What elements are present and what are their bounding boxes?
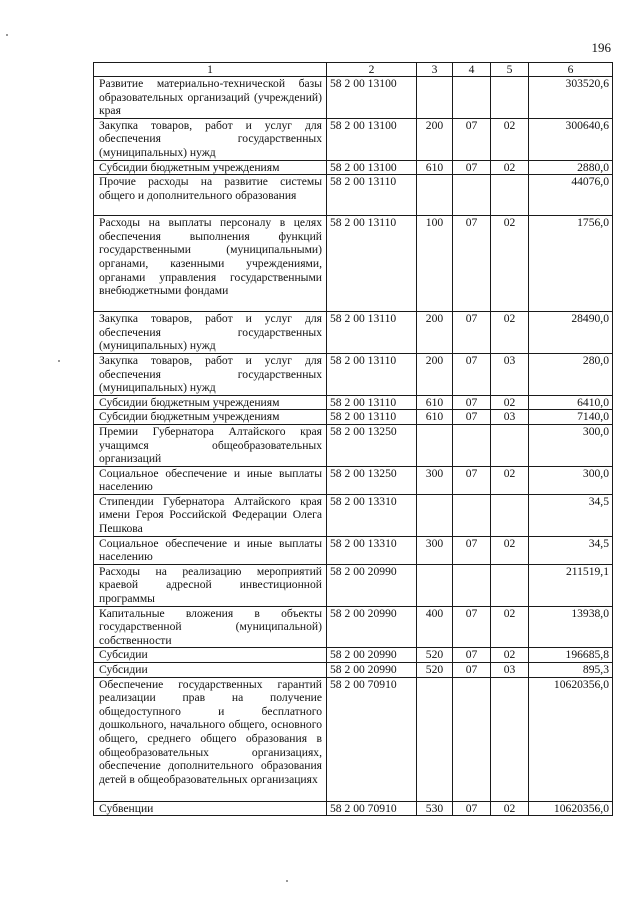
- cell-code: 58 2 00 13100: [327, 160, 417, 175]
- cell-name: Стипендии Губернатора Алтайского края имени Героя Российской Федерации Олега Пешкова: [94, 494, 327, 536]
- cell-amount: 6410,0: [529, 395, 613, 410]
- cell-name: Субсидии: [94, 648, 327, 663]
- cell-amount: 34,5: [529, 536, 613, 564]
- cell-name: Расходы на реализацию мероприятий краевой адресной инвестиционной программы: [94, 564, 327, 606]
- page-number: 196: [591, 40, 611, 55]
- cell-expense-type: 100: [417, 216, 453, 312]
- cell-code: 58 2 00 13100: [327, 118, 417, 160]
- cell-subsection: [491, 677, 529, 801]
- cell-amount: 300,0: [529, 466, 613, 494]
- scan-speck: [6, 34, 8, 36]
- cell-name: Развитие материально-технической базы образовательных организаций (учреждений) края: [94, 77, 327, 119]
- cell-amount: 10620356,0: [529, 677, 613, 801]
- cell-subsection: 02: [491, 466, 529, 494]
- cell-name: Закупка товаров, работ и услуг для обеспечения государственных (муниципальных) нужд: [94, 353, 327, 395]
- cell-code: 58 2 00 13110: [327, 395, 417, 410]
- cell-code: 58 2 00 13310: [327, 494, 417, 536]
- scan-speck: [58, 360, 60, 362]
- header-col-5: 5: [491, 63, 529, 77]
- table-header-row: [94, 63, 613, 77]
- scan-speck: [286, 880, 288, 882]
- table-row: [94, 648, 613, 663]
- cell-expense-type: [417, 77, 453, 119]
- cell-code: 58 2 00 20990: [327, 663, 417, 678]
- cell-code: 58 2 00 13310: [327, 536, 417, 564]
- cell-section: [453, 677, 491, 801]
- cell-subsection: [491, 424, 529, 466]
- cell-expense-type: [417, 494, 453, 536]
- cell-subsection: 03: [491, 353, 529, 395]
- cell-expense-type: 610: [417, 160, 453, 175]
- cell-expense-type: [417, 677, 453, 801]
- cell-amount: 211519,1: [529, 564, 613, 606]
- cell-section: [453, 424, 491, 466]
- table-row: [94, 663, 613, 678]
- cell-expense-type: [417, 564, 453, 606]
- cell-expense-type: 610: [417, 410, 453, 425]
- cell-expense-type: 400: [417, 606, 453, 648]
- table-row: [94, 216, 613, 312]
- cell-name: Закупка товаров, работ и услуг для обеспечения государственных (муниципальных) нужд: [94, 118, 327, 160]
- header-col-3: 3: [417, 63, 453, 77]
- cell-subsection: 02: [491, 801, 529, 816]
- cell-subsection: [491, 494, 529, 536]
- cell-amount: 2880,0: [529, 160, 613, 175]
- cell-name: Закупка товаров, работ и услуг для обеспечения государственных (муниципальных) нужд: [94, 312, 327, 354]
- table-row: [94, 466, 613, 494]
- cell-name: Расходы на выплаты персоналу в целях обеспечения выполнения функций государственными (муниципальными) органами, казенными учреждениями, органами управления государственными внебюджетными фондами: [94, 216, 327, 312]
- table-row: [94, 424, 613, 466]
- table-row: [94, 536, 613, 564]
- cell-code: 58 2 00 13250: [327, 424, 417, 466]
- cell-amount: 13938,0: [529, 606, 613, 648]
- budget-table: [93, 62, 613, 816]
- cell-name: Капитальные вложения в объекты государственной (муниципальной) собственности: [94, 606, 327, 648]
- cell-expense-type: 300: [417, 466, 453, 494]
- cell-expense-type: 200: [417, 118, 453, 160]
- cell-subsection: [491, 77, 529, 119]
- cell-amount: 1756,0: [529, 216, 613, 312]
- cell-section: 07: [453, 160, 491, 175]
- header-col-1: 1: [94, 63, 327, 77]
- table-row: [94, 353, 613, 395]
- table-body: [94, 77, 613, 816]
- cell-name: Субсидии бюджетным учреждениям: [94, 410, 327, 425]
- cell-subsection: 02: [491, 312, 529, 354]
- cell-name: Премии Губернатора Алтайского края учащимся общеобразовательных организаций: [94, 424, 327, 466]
- cell-subsection: 03: [491, 663, 529, 678]
- cell-section: 07: [453, 312, 491, 354]
- table-row: [94, 564, 613, 606]
- table-row: [94, 312, 613, 354]
- table-row: [94, 160, 613, 175]
- cell-amount: 28490,0: [529, 312, 613, 354]
- header-col-2: 2: [327, 63, 417, 77]
- cell-amount: 303520,6: [529, 77, 613, 119]
- cell-amount: 196685,8: [529, 648, 613, 663]
- cell-name: Субсидии бюджетным учреждениям: [94, 160, 327, 175]
- cell-expense-type: 530: [417, 801, 453, 816]
- table-row: [94, 118, 613, 160]
- table-row: [94, 395, 613, 410]
- table-row: [94, 77, 613, 119]
- cell-section: 07: [453, 536, 491, 564]
- cell-code: 58 2 00 13110: [327, 175, 417, 216]
- cell-expense-type: 300: [417, 536, 453, 564]
- cell-section: 07: [453, 118, 491, 160]
- cell-code: 58 2 00 20990: [327, 648, 417, 663]
- cell-expense-type: 520: [417, 663, 453, 678]
- cell-amount: 895,3: [529, 663, 613, 678]
- cell-name: Субвенции: [94, 801, 327, 816]
- cell-code: 58 2 00 13250: [327, 466, 417, 494]
- cell-name: Социальное обеспечение и иные выплаты населению: [94, 466, 327, 494]
- cell-amount: 7140,0: [529, 410, 613, 425]
- cell-amount: 10620356,0: [529, 801, 613, 816]
- cell-code: 58 2 00 70910: [327, 677, 417, 801]
- cell-amount: 300640,6: [529, 118, 613, 160]
- cell-amount: 34,5: [529, 494, 613, 536]
- cell-expense-type: 610: [417, 395, 453, 410]
- table-row: [94, 677, 613, 801]
- cell-name: Субсидии: [94, 663, 327, 678]
- cell-section: [453, 77, 491, 119]
- cell-code: 58 2 00 13110: [327, 353, 417, 395]
- table-row: [94, 410, 613, 425]
- cell-section: 07: [453, 410, 491, 425]
- cell-name: Обеспечение государственных гарантий реализации прав на получение общедоступного и бесплатного дошкольного, начального общего, основного общего, среднего общего образования в общеобразовательных организациях, обеспечение дополнительного образования детей в общеобразовательных организациях: [94, 677, 327, 801]
- cell-code: 58 2 00 13110: [327, 410, 417, 425]
- cell-code: 58 2 00 13110: [327, 216, 417, 312]
- table-row: [94, 801, 613, 816]
- cell-subsection: [491, 175, 529, 216]
- cell-code: 58 2 00 70910: [327, 801, 417, 816]
- cell-code: 58 2 00 13100: [327, 77, 417, 119]
- cell-section: 07: [453, 395, 491, 410]
- cell-subsection: 03: [491, 410, 529, 425]
- table-row: [94, 494, 613, 536]
- cell-expense-type: [417, 175, 453, 216]
- cell-name: Социальное обеспечение и иные выплаты населению: [94, 536, 327, 564]
- cell-section: [453, 175, 491, 216]
- cell-code: 58 2 00 13110: [327, 312, 417, 354]
- cell-amount: 44076,0: [529, 175, 613, 216]
- cell-section: 07: [453, 466, 491, 494]
- cell-section: 07: [453, 648, 491, 663]
- table-row: [94, 606, 613, 648]
- header-col-4: 4: [453, 63, 491, 77]
- cell-amount: 300,0: [529, 424, 613, 466]
- cell-subsection: 02: [491, 118, 529, 160]
- cell-section: 07: [453, 353, 491, 395]
- cell-subsection: 02: [491, 216, 529, 312]
- cell-section: [453, 564, 491, 606]
- cell-subsection: 02: [491, 395, 529, 410]
- cell-section: [453, 494, 491, 536]
- cell-expense-type: 200: [417, 312, 453, 354]
- cell-subsection: 02: [491, 160, 529, 175]
- cell-section: 07: [453, 606, 491, 648]
- cell-expense-type: [417, 424, 453, 466]
- cell-section: 07: [453, 663, 491, 678]
- cell-expense-type: 520: [417, 648, 453, 663]
- cell-subsection: 02: [491, 648, 529, 663]
- cell-amount: 280,0: [529, 353, 613, 395]
- cell-subsection: [491, 564, 529, 606]
- cell-code: 58 2 00 20990: [327, 564, 417, 606]
- header-col-6: 6: [529, 63, 613, 77]
- cell-name: Субсидии бюджетным учреждениям: [94, 395, 327, 410]
- cell-subsection: 02: [491, 606, 529, 648]
- cell-name: Прочие расходы на развитие системы общего и дополнительного образования: [94, 175, 327, 216]
- cell-code: 58 2 00 20990: [327, 606, 417, 648]
- cell-expense-type: 200: [417, 353, 453, 395]
- cell-section: 07: [453, 216, 491, 312]
- cell-section: 07: [453, 801, 491, 816]
- table-row: [94, 175, 613, 216]
- cell-subsection: 02: [491, 536, 529, 564]
